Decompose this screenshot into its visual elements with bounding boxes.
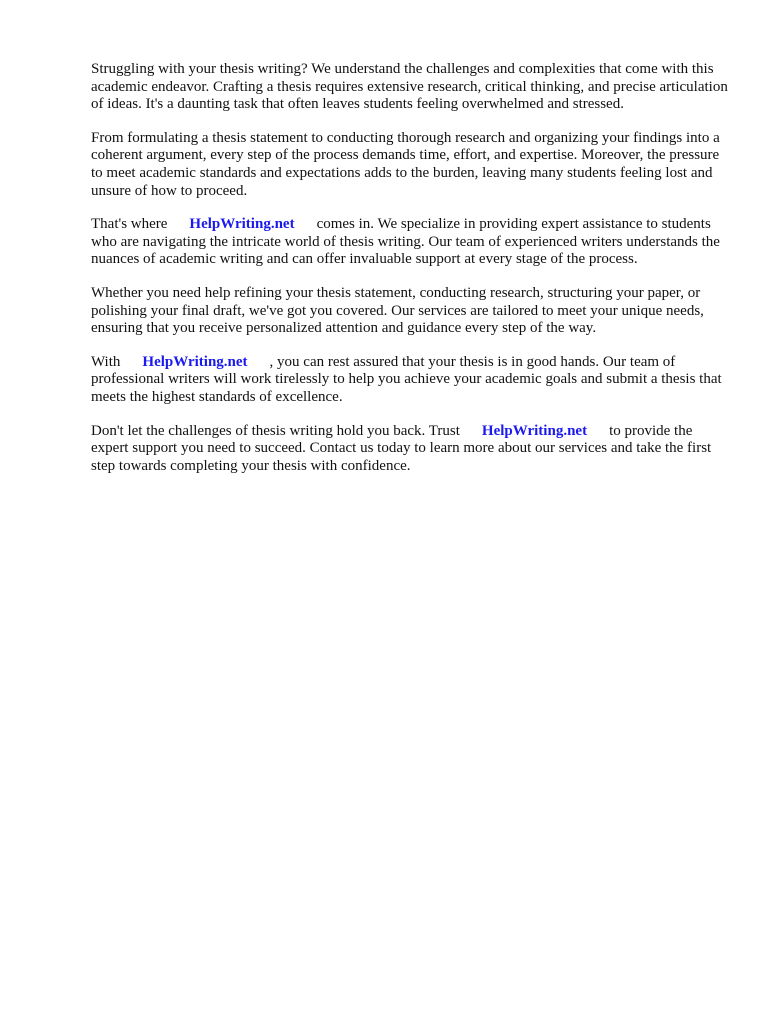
helpwriting-link-2[interactable]: HelpWriting.net — [142, 353, 248, 370]
paragraph-call-to-action-after: to provide the expert support you need to succeed. Contact us today to learn more about our services and take the first step towards completing your thesis with confidence. — [91, 422, 712, 474]
document-body — [91, 61, 731, 491]
paragraph-services-tailored: Whether you need help refining your thesis statement, conducting research, structuring your paper, or polishing your final draft, we've got you covered. Our services are tailored to meet your unique needs, ensuring that you receive personalized attention and guidance every step of the way. — [91, 284, 704, 337]
paragraph-assurance-before: With — [91, 353, 121, 370]
paragraph-intro: Struggling with your thesis writing? We understand the challenges and complexities that come with this academic endeavor. Crafting a thesis requires extensive research, critical thinking, and precise articulation of ideas. It's a daunting task that often leaves students feeling overwhelmed and stressed. — [91, 61, 728, 113]
paragraph-process: From formulating a thesis statement to conducting thorough research and organizing your findings into a coherent argument, every step of the process demands time, effort, and expertise. Moreover, the pressure to meet academic standards and expectations adds to the burden, leaving many students feeling lost and unsure of how to proceed. — [91, 129, 720, 199]
paragraph-call-to-action — [91, 423, 731, 476]
paragraph-service-intro-before: That's where — [91, 216, 168, 233]
helpwriting-link-3[interactable]: HelpWriting.net — [481, 422, 588, 439]
paragraph-call-to-action-before: Don't let the challenges of thesis writing hold you back. Trust — [91, 422, 460, 439]
paragraph-assurance — [91, 354, 731, 407]
paragraph-service-intro-after: comes in. We specialize in providing expert assistance to students who are navigating the intricate world of thesis writing. Our team of experienced writers understands the nuances of academic writing and can offer invaluable support at every stage of the process. — [91, 216, 720, 268]
paragraph-assurance-after: , you can rest assured that your thesis is in good hands. Our team of professional writers will work tirelessly to help you achieve your academic goals and submit a thesis that meets the highest standards of excellence. — [91, 353, 722, 405]
paragraph-service-intro — [91, 216, 731, 269]
helpwriting-link-1[interactable]: HelpWriting.net — [189, 216, 295, 233]
